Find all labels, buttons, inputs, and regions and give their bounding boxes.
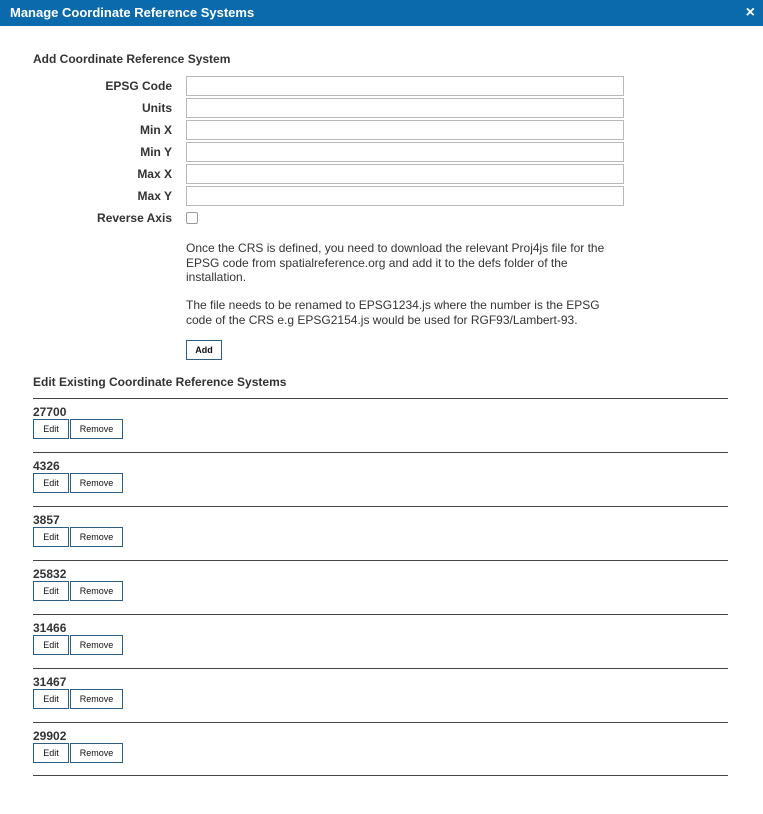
remove-button[interactable]: Remove — [70, 527, 123, 547]
reverse-axis-row — [0, 208, 763, 228]
edit-button[interactable]: Edit — [33, 581, 69, 601]
max-y-label: Max Y — [137, 189, 172, 203]
reverse-axis-checkbox[interactable] — [186, 212, 198, 224]
help-text-rename: The file needs to be renamed to EPSG1234.js where the number is the EPSG code of the CRS e.g EPSG2154.js would be used for RGF93/Lambert-93. — [186, 298, 600, 327]
crs-code: 27700 — [33, 405, 67, 419]
crs-code: 4326 — [33, 459, 60, 473]
epsg-code-label: EPSG Code — [105, 79, 172, 93]
max-x-label: Max X — [137, 167, 172, 181]
edit-button[interactable]: Edit — [33, 743, 69, 763]
edit-button[interactable]: Edit — [33, 419, 69, 439]
crs-code: 3857 — [33, 513, 60, 527]
units-input[interactable] — [186, 98, 624, 118]
epsg-code-input[interactable] — [186, 76, 624, 96]
remove-button[interactable]: Remove — [70, 581, 123, 601]
edit-button[interactable]: Edit — [33, 473, 69, 493]
min-x-input[interactable] — [186, 120, 624, 140]
help-text-proj4js: Once the CRS is defined, you need to download the relevant Proj4js file for the EPSG code from spatialreference.org and add it to the defs folder of the installation. — [186, 241, 605, 284]
units-label: Units — [142, 101, 172, 115]
reverse-axis-label: Reverse Axis — [97, 211, 172, 225]
dialog-titlebar — [0, 0, 763, 26]
close-icon[interactable]: × — [745, 4, 755, 21]
min-y-label: Min Y — [140, 145, 172, 159]
edit-button[interactable]: Edit — [33, 635, 69, 655]
crs-item-3857 — [33, 506, 728, 560]
crs-code: 31467 — [33, 675, 67, 689]
crs-item-31467 — [33, 668, 728, 722]
add-button[interactable]: Add — [186, 340, 222, 360]
crs-item-27700 — [33, 398, 728, 452]
edit-button[interactable]: Edit — [33, 689, 69, 709]
min-x-label: Min X — [140, 123, 172, 137]
crs-item-31466 — [33, 614, 728, 668]
min-x-row — [0, 120, 763, 140]
units-row — [0, 98, 763, 118]
min-y-row — [0, 142, 763, 162]
crs-item-4326 — [33, 452, 728, 506]
max-x-input[interactable] — [186, 164, 624, 184]
crs-code: 25832 — [33, 567, 67, 581]
crs-item-29902 — [33, 722, 728, 776]
remove-button[interactable]: Remove — [70, 473, 123, 493]
dialog-title: Manage Coordinate Reference Systems — [10, 5, 255, 20]
max-y-input[interactable] — [186, 186, 624, 206]
max-y-row — [0, 186, 763, 206]
remove-button[interactable]: Remove — [70, 743, 123, 763]
edit-button[interactable]: Edit — [33, 527, 69, 547]
remove-button[interactable]: Remove — [70, 419, 123, 439]
crs-code: 31466 — [33, 621, 67, 635]
remove-button[interactable]: Remove — [70, 689, 123, 709]
edit-crs-heading: Edit Existing Coordinate Reference Systems — [33, 375, 287, 389]
min-y-input[interactable] — [186, 142, 624, 162]
add-crs-heading: Add Coordinate Reference System — [33, 52, 231, 66]
crs-code: 29902 — [33, 729, 67, 743]
crs-item-25832 — [33, 560, 728, 614]
epsg-code-row — [0, 76, 763, 96]
remove-button[interactable]: Remove — [70, 635, 123, 655]
crs-list — [33, 398, 728, 776]
max-x-row — [0, 164, 763, 184]
